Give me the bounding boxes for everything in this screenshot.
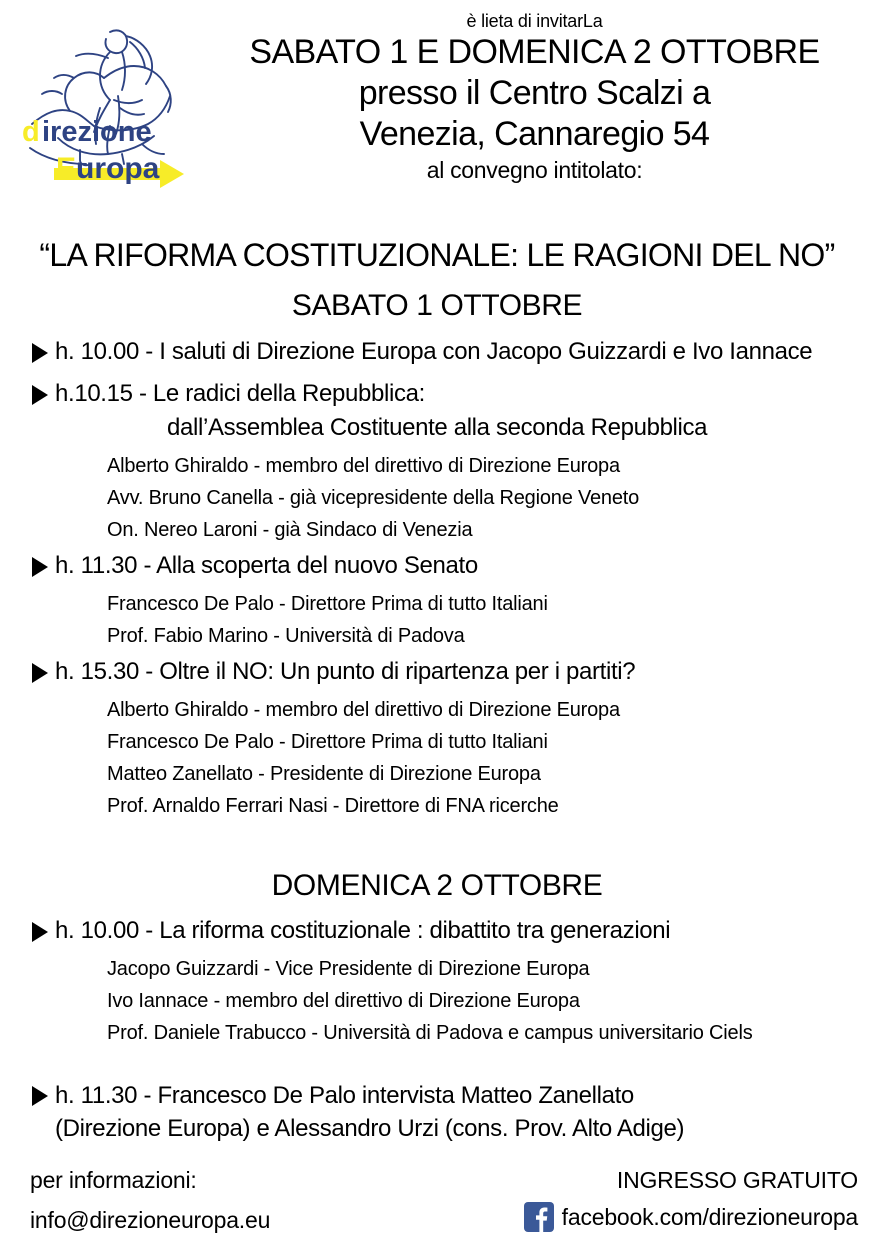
info-label: per informazioni: — [30, 1167, 197, 1193]
slot-heading — [0, 915, 874, 947]
speaker-list — [0, 588, 874, 652]
program-sunday — [0, 915, 874, 1145]
speaker-item: Alberto Ghiraldo - membro del direttivo di Direzione Europa — [107, 699, 620, 721]
slot-title: h. 10.00 - La riforma costituzionale : dibattito tra generazioni — [55, 917, 671, 944]
slot-continuation: (Direzione Europa) e Alessandro Urzi (cons. Prov. Alto Adige) — [55, 1115, 685, 1142]
program-slot — [0, 656, 874, 822]
speaker-item: Matteo Zanellato - Presidente di Direzione Europa — [107, 763, 541, 785]
program-slot — [0, 550, 874, 652]
triangle-bullet-icon — [30, 556, 50, 578]
speaker-item: Alberto Ghiraldo - membro del direttivo di Direzione Europa — [107, 455, 620, 477]
direzione-europa-logo — [14, 8, 194, 188]
slot-heading — [0, 656, 874, 688]
invitation-line: è lieta di invitarLa — [466, 11, 603, 31]
speaker-item: On. Nereo Laroni - già Sindaco di Venezia — [107, 519, 473, 541]
triangle-bullet-icon — [30, 342, 50, 364]
event-dates: SABATO 1 E DOMENICA 2 OTTOBRE — [249, 33, 820, 71]
slot-heading — [0, 336, 874, 368]
facebook-link[interactable] — [524, 1200, 858, 1234]
speaker-item: Prof. Fabio Marino - Università di Padova — [107, 625, 465, 647]
poster-footer — [0, 1160, 874, 1240]
slot-title: h.10.15 - Le radici della Repubblica: — [55, 380, 425, 407]
facebook-icon — [524, 1202, 554, 1232]
slot-title: h. 10.00 - I saluti di Direzione Europa con Jacopo Guizzardi e Ivo Iannace — [55, 338, 813, 365]
program-slot — [0, 1079, 874, 1145]
logo-word-europa-first: E — [56, 152, 77, 185]
contact-block — [30, 1160, 270, 1240]
day-heading-saturday: SABATO 1 OTTOBRE — [291, 289, 583, 322]
speaker-list — [0, 694, 874, 822]
logo-svg — [14, 8, 194, 188]
header-subtitle: al convegno intitolato: — [426, 157, 643, 183]
venue-line-1: presso il Centro Scalzi a — [358, 74, 711, 112]
slot-continuation: dall’Assemblea Costituente alla seconda Repubblica — [167, 414, 708, 441]
page-title: “LA RIFORMA COSTITUZIONALE: LE RAGIONI DEL NO” — [39, 237, 835, 273]
triangle-bullet-icon — [30, 921, 50, 943]
triangle-bullet-icon — [30, 1085, 50, 1107]
program-slot — [0, 336, 874, 368]
slot-title: h. 11.30 - Alla scoperta del nuovo Senato — [55, 552, 478, 579]
speaker-item: Francesco De Palo - Direttore Prima di tutto Italiani — [107, 731, 548, 753]
speaker-item: Prof. Daniele Trabucco - Università di Padova e campus universitario Ciels — [107, 1022, 753, 1044]
slot-title: h. 11.30 - Francesco De Palo intervista Matteo Zanellato — [55, 1082, 634, 1109]
program-saturday — [0, 336, 874, 826]
speaker-list — [0, 450, 874, 546]
slot-heading — [0, 550, 874, 582]
logo-word-europa-rest: uropa — [76, 152, 160, 185]
triangle-bullet-icon — [30, 384, 50, 406]
slot-title: h. 15.30 - Oltre il NO: Un punto di ripartenza per i partiti? — [55, 658, 636, 685]
poster-header — [195, 10, 874, 185]
facebook-url: facebook.com/direzioneuropa — [561, 1204, 858, 1230]
speaker-item: Ivo Iannace - membro del direttivo di Direzione Europa — [107, 990, 580, 1012]
speaker-item: Avv. Bruno Canella - già vicepresidente della Regione Veneto — [107, 487, 640, 509]
slot-heading — [0, 378, 874, 410]
program-slot — [0, 915, 874, 1049]
speaker-list — [0, 953, 874, 1049]
triangle-bullet-icon — [30, 662, 50, 684]
slot-heading — [0, 1079, 874, 1112]
logo-word-direzione-first: d — [22, 116, 40, 148]
speaker-item: Jacopo Guizzardi - Vice Presidente di Direzione Europa — [107, 958, 590, 980]
contact-email[interactable]: info@direzioneuropa.eu — [30, 1207, 271, 1233]
speaker-item: Francesco De Palo - Direttore Prima di tutto Italiani — [107, 593, 548, 615]
logo-word-direzione-rest: irezione — [42, 116, 152, 148]
free-entry-label: INGRESSO GRATUITO — [616, 1167, 858, 1193]
venue-line-2: Venezia, Cannaregio 54 — [359, 115, 710, 153]
day-heading-sunday: DOMENICA 2 OTTOBRE — [271, 869, 603, 902]
speaker-item: Prof. Arnaldo Ferrari Nasi - Direttore di FNA ricerche — [107, 795, 559, 817]
program-slot — [0, 378, 874, 546]
